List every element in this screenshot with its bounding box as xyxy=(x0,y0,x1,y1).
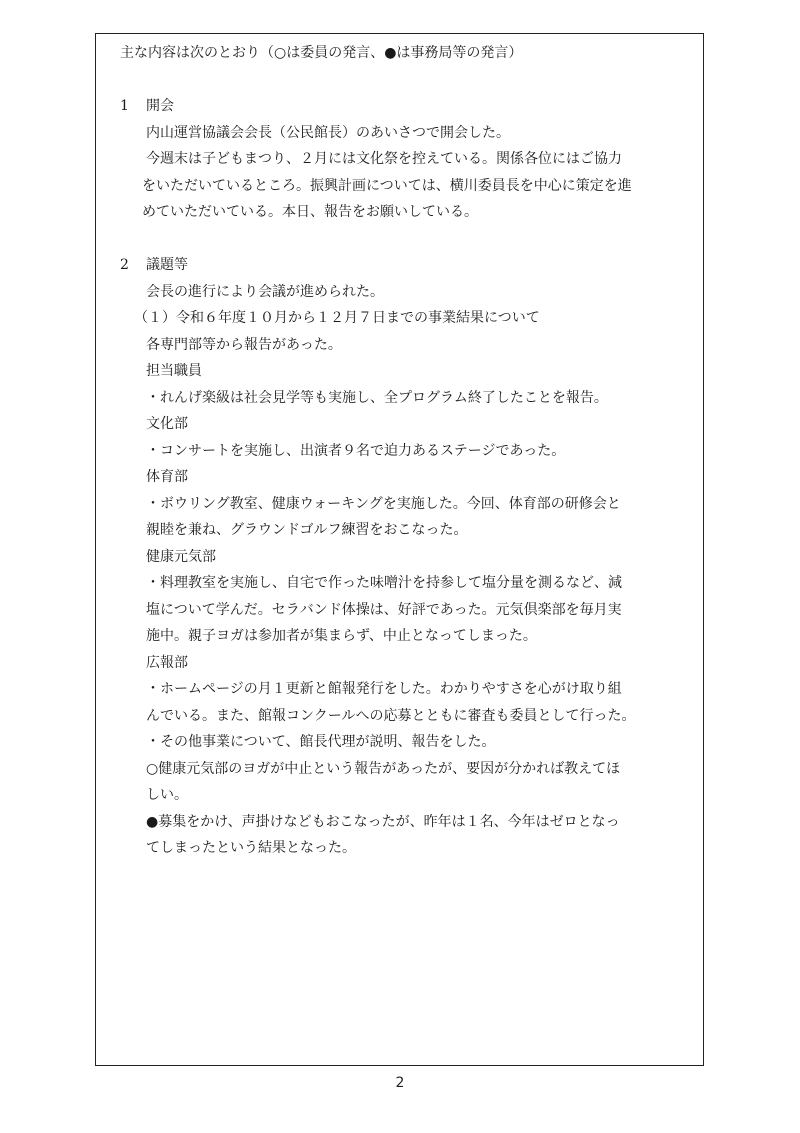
intro-text: 主な内容は次のとおり（○は委員の発言、●は事務局等の発言） xyxy=(120,45,523,61)
dept-sports-report-line-2: 親睦を兼ね、グラウンドゴルフ練習をおこなった。 xyxy=(146,522,468,538)
question-line-1: ○健康元気部のヨガが中止という報告があったが、要因が分かれば教えてほ xyxy=(146,760,621,777)
section-2-number: 2 xyxy=(120,257,129,273)
dept-staff-heading: 担当職員 xyxy=(146,363,202,379)
section-1-heading xyxy=(120,93,700,120)
section-1-title: 開会 xyxy=(146,98,174,114)
section-1-paragraph-1: 内山運営協議会会長（公民館長）のあいさつで開会した。 xyxy=(146,124,510,141)
dept-health-heading: 健康元気部 xyxy=(146,548,216,565)
dept-culture-heading: 文化部 xyxy=(146,416,188,432)
dept-health-report-line-3: 施中。親子ヨガは参加者が集まらず、中止となってしまった。 xyxy=(146,628,537,644)
section-2-heading xyxy=(120,252,700,279)
item-1-intro: 各専門部等から報告があった。 xyxy=(146,336,342,353)
answer-line-2: てしまったという結果となった。 xyxy=(146,840,356,856)
dept-health-report-line-1: ・料理教室を実施し、自宅で作った味噌汁を持参して塩分量を測るなど、減 xyxy=(146,575,622,591)
dept-pr-report-line-2: んでいる。また、館報コンクールへの応募とともに審査も委員として行った。 xyxy=(146,707,636,724)
section-2-title: 議題等 xyxy=(146,257,188,273)
dept-culture-report: ・コンサートを実施し、出演者９名で迫力あるステージであった。 xyxy=(146,442,566,459)
document-body xyxy=(120,40,700,862)
section-1-paragraph-2-line-1: 今週末は子どもまつり、２月には文化祭を控えている。関係各位にはご協力 xyxy=(146,151,622,167)
dept-sports-heading: 体育部 xyxy=(146,469,188,485)
spacer xyxy=(120,67,700,94)
answer-line-1: ●募集をかけ、声掛けなどもおこなったが、昨年は１名、今年はゼロとなっ xyxy=(146,813,620,830)
item-1-title: （１）令和６年度１０月から１２月７日までの事業結果について xyxy=(134,310,540,326)
dept-pr-heading: 広報部 xyxy=(146,654,188,671)
other-report: ・その他事業について、館長代理が説明、報告をした。 xyxy=(146,734,496,750)
dept-sports-report-line-1: ・ボウリング教室、健康ウォーキングを実施した。今回、体育部の研修会と xyxy=(146,495,621,512)
section-2-paragraph-1: 会長の進行により会議が進められた。 xyxy=(146,283,384,300)
page-number: 2 xyxy=(395,1075,405,1091)
dept-health-report-line-2: 塩について学んだ。セラバンド体操は、好評であった。元気倶楽部を毎月実 xyxy=(146,601,622,618)
section-1-paragraph-2-line-3: めていただいている。本日、報告をお願いしている。 xyxy=(142,204,478,220)
section-1-paragraph-2-line-2: をいただいているところ。振興計画については、横川委員長を中心に策定を進 xyxy=(142,177,632,194)
dept-staff-report: ・れんげ楽級は社会見学等も実施し、全プログラム終了したことを報告。 xyxy=(146,389,608,406)
spacer xyxy=(120,226,700,253)
dept-pr-report-line-1: ・ホームページの月１更新と館報発行をした。わかりやすさを心がけ取り組 xyxy=(146,681,622,697)
question-line-2: しい。 xyxy=(146,787,188,803)
section-1-number: 1 xyxy=(120,98,129,114)
